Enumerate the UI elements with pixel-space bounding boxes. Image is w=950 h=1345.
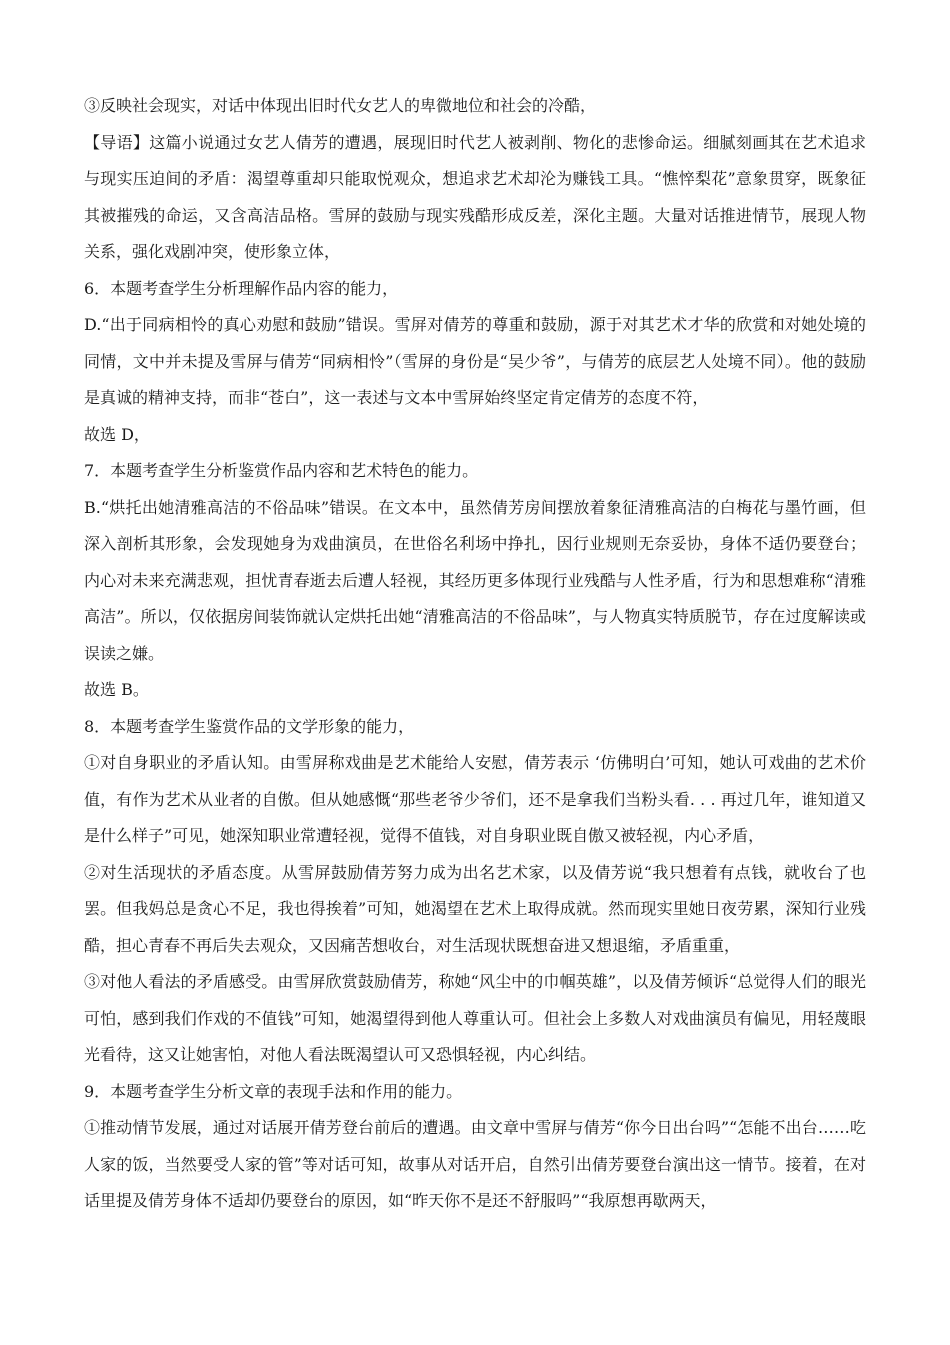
question-8-point-1: ①对自身职业的矛盾认知。由雪屏称戏曲是艺术能给人安慰，倩芳表示 ‘仿佛明白’可知，她认可戏曲的艺术价值，有作为艺术从业者的自傲。但从她感慨“那些老爷少爷们，还不是拿我们当粉头看. . . 再过几年，谁知道又是什么样子”可见，她深知职业常遭轻视，觉得不值钱，对自身职业既自傲又被轻视，内心矛盾，	[84, 753, 866, 845]
paragraph-point-3-social-reality: ③反映社会现实，对话中体现出旧时代女艺人的卑微地位和社会的冷酷，	[84, 96, 597, 115]
question-7-heading: 7．本题考查学生分析鉴赏作品内容和艺术特色的能力。	[84, 461, 479, 480]
question-8-point-2: ②对生活现状的矛盾态度。从雪屏鼓励倩芳努力成为出名艺术家，以及倩芳说“我只想着有点钱，就收台了也罢。但我妈总是贪心不足，我也得挨着”可知，她渴望在艺术上取得成就。然而现实里她日夜劳累，深知行业残酷，担心青春不再后失去观众，又因痛苦想收台，对生活现状既想奋进又想退缩，矛盾重重，	[84, 862, 866, 955]
question-9-point-1: ①推动情节发展，通过对话展开倩芳登台前后的遭遇。由文章中雪屏与倩芳“你今日出台吗”“怎能不出台……吃人家的饭，当然要受人家的管”等对话可知，故事从对话开启，自然引出倩芳要登台演出这一情节。接着，在对话里提及倩芳身体不适却仍要登台的原因，如“昨天你不是还不舒服吗”“我原想再歇两天，	[84, 1118, 866, 1210]
question-8-heading: 8．本题考查学生鉴赏作品的文学形象的能力，	[84, 716, 415, 736]
document-body	[84, 88, 866, 1220]
question-6-heading: 6．本题考查学生分析理解作品内容的能力，	[84, 278, 399, 298]
question-7-answer: 故选 B。	[84, 680, 149, 699]
question-6-analysis: D.“出于同病相怜的真心劝慰和鼓励”错误。雪屏对倩芳的尊重和鼓励，源于对其艺术才华的欣赏和对她处境的同情，文中并未提及雪屏与倩芳“同病相怜”（雪屏的身份是“吴少爷”，与倩芳的底层艺人处境不同）。他的鼓励是真诚的精神支持，而非“苍白”，这一表述与文本中雪屏始终坚定肯定倩芳的态度不符，	[84, 315, 866, 407]
question-6-answer: 故选 D，	[84, 424, 150, 444]
question-7-analysis: B.“烘托出她清雅高洁的不俗品味”错误。在文本中，虽然倩芳房间摆放着象征清雅高洁的白梅花与墨竹画，但深入剖析其形象，会发现她身为戏曲演员，在世俗名利场中挣扎，因行业规则无奈妥协，身体不适仍要登台；内心对未来充满悲观，担忧青春逝去后遭人轻视，其经历更多体现行业残酷与人性矛盾，行为和思想难称“清雅高洁”。所以，仅依据房间装饰就认定烘托出她“清雅高洁的不俗品味”，与人物真实特质脱节，存在过度解读或误读之嫌。	[84, 497, 866, 663]
question-9-heading: 9．本题考查学生分析文章的表现手法和作用的能力。	[84, 1081, 463, 1101]
question-8-point-3: ③对他人看法的矛盾感受。由雪屏欣赏鼓励倩芳，称她“风尘中的巾帼英雄”，以及倩芳倾诉“总觉得人们的眼光可怕，感到我们作戏的不值钱”可知，她渴望得到他人尊重认可。但社会上多数人对戏曲演员有偏见，用轻蔑眼光看待，这又让她害怕，对他人看法既渴望认可又恐惧轻视，内心纠结。	[84, 972, 866, 1064]
paragraph-introduction: 【导语】这篇小说通过女艺人倩芳的遭遇，展现旧时代艺人被剥削、物化的悲惨命运。细腻刻画其在艺术追求与现实压迫间的矛盾：渴望尊重却只能取悦观众，想追求艺术却沦为赚钱工具。“憔悴梨花”意象贯穿，既象征其被摧残的命运，又含高洁品格。雪屏的鼓励与现实残酷形成反差，深化主题。大量对话推进情节，展现人物关系，强化戏剧冲突，使形象立体，	[84, 132, 866, 261]
